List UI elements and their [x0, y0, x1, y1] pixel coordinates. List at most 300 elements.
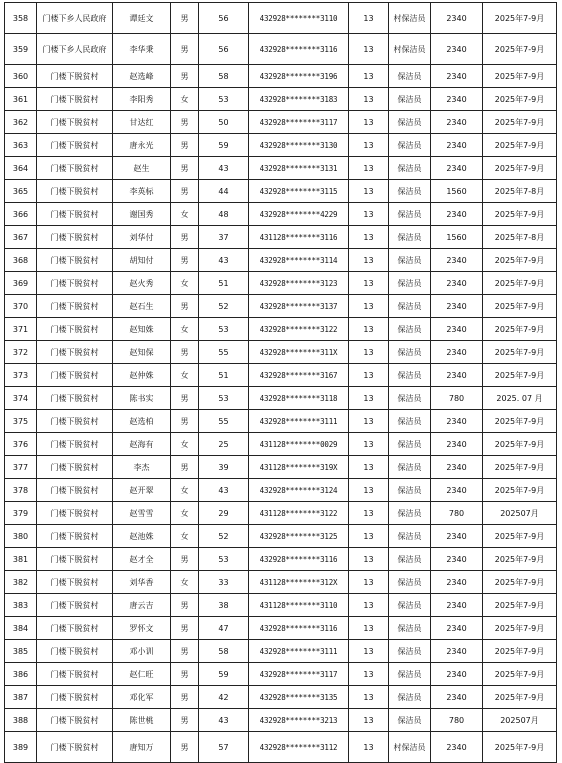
table-row [5, 34, 557, 65]
id-number-cell: 431128********3110 [249, 594, 349, 617]
gender-cell: 男 [171, 34, 199, 65]
post-cell: 保洁员 [389, 594, 431, 617]
amount-cell: 780 [431, 709, 483, 732]
unit-cell: 门楼下脱贫村 [37, 456, 113, 479]
unit-cell: 门楼下脱贫村 [37, 686, 113, 709]
name-cell: 赵仲姝 [113, 364, 171, 387]
unit-cell: 门楼下脱贫村 [37, 318, 113, 341]
row-number-cell: 362 [5, 111, 37, 134]
months-cell: 13 [349, 157, 389, 180]
id-number-cell: 432928********3196 [249, 65, 349, 88]
row-number-cell: 359 [5, 34, 37, 65]
age-cell: 51 [199, 364, 249, 387]
months-cell: 13 [349, 203, 389, 226]
unit-cell: 门楼下脱贫村 [37, 410, 113, 433]
unit-cell: 门楼下脱贫村 [37, 732, 113, 763]
id-number-cell: 432928********3123 [249, 272, 349, 295]
unit-cell: 门楼下脱贫村 [37, 249, 113, 272]
period-cell: 2025年7-9月 [483, 272, 557, 295]
period-cell: 2025年7-8月 [483, 180, 557, 203]
amount-cell: 2340 [431, 272, 483, 295]
period-cell: 2025年7-9月 [483, 640, 557, 663]
name-cell: 赵知保 [113, 341, 171, 364]
name-cell: 刘华香 [113, 571, 171, 594]
post-cell: 村保洁员 [389, 3, 431, 34]
table-row [5, 571, 557, 594]
post-cell: 保洁员 [389, 364, 431, 387]
amount-cell: 2340 [431, 3, 483, 34]
age-cell: 37 [199, 226, 249, 249]
age-cell: 53 [199, 88, 249, 111]
row-number-cell: 381 [5, 548, 37, 571]
id-number-cell: 432928********3124 [249, 479, 349, 502]
table-row [5, 594, 557, 617]
name-cell: 刘华付 [113, 226, 171, 249]
gender-cell: 女 [171, 318, 199, 341]
amount-cell: 2340 [431, 111, 483, 134]
row-number-cell: 389 [5, 732, 37, 763]
post-cell: 保洁员 [389, 479, 431, 502]
period-cell: 2025年7-9月 [483, 686, 557, 709]
name-cell: 赵开翠 [113, 479, 171, 502]
period-cell: 2025年7-9月 [483, 3, 557, 34]
amount-cell: 2340 [431, 640, 483, 663]
gender-cell: 男 [171, 456, 199, 479]
name-cell: 谢国秀 [113, 203, 171, 226]
name-cell: 赵才全 [113, 548, 171, 571]
post-cell: 保洁员 [389, 111, 431, 134]
gender-cell: 男 [171, 640, 199, 663]
gender-cell: 男 [171, 249, 199, 272]
period-cell: 2025年7-9月 [483, 134, 557, 157]
age-cell: 44 [199, 180, 249, 203]
age-cell: 43 [199, 479, 249, 502]
unit-cell: 门楼下脱贫村 [37, 88, 113, 111]
months-cell: 13 [349, 548, 389, 571]
row-number-cell: 386 [5, 663, 37, 686]
gender-cell: 女 [171, 525, 199, 548]
id-number-cell: 432928********3114 [249, 249, 349, 272]
amount-cell: 2340 [431, 548, 483, 571]
amount-cell: 2340 [431, 157, 483, 180]
period-cell: 2025年7-9月 [483, 594, 557, 617]
months-cell: 13 [349, 295, 389, 318]
age-cell: 58 [199, 640, 249, 663]
unit-cell: 门楼下脱贫村 [37, 387, 113, 410]
period-cell: 202507月 [483, 502, 557, 525]
amount-cell: 780 [431, 387, 483, 410]
unit-cell: 门楼下脱贫村 [37, 479, 113, 502]
document-page [4, 2, 556, 763]
gender-cell: 男 [171, 295, 199, 318]
table-row [5, 686, 557, 709]
row-number-cell: 372 [5, 341, 37, 364]
row-number-cell: 358 [5, 3, 37, 34]
name-cell: 赵知姝 [113, 318, 171, 341]
period-cell: 2025年7-9月 [483, 88, 557, 111]
post-cell: 保洁员 [389, 157, 431, 180]
row-number-cell: 369 [5, 272, 37, 295]
months-cell: 13 [349, 571, 389, 594]
name-cell: 陈世桃 [113, 709, 171, 732]
id-number-cell: 432928********4229 [249, 203, 349, 226]
period-cell: 2025年7-9月 [483, 548, 557, 571]
post-cell: 保洁员 [389, 709, 431, 732]
period-cell: 2025年7-9月 [483, 203, 557, 226]
name-cell: 赵选峰 [113, 65, 171, 88]
id-number-cell: 431128********3122 [249, 502, 349, 525]
table-row [5, 249, 557, 272]
unit-cell: 门楼下脱贫村 [37, 525, 113, 548]
id-number-cell: 432928********3110 [249, 3, 349, 34]
id-number-cell: 432928********3167 [249, 364, 349, 387]
amount-cell: 2340 [431, 571, 483, 594]
months-cell: 13 [349, 3, 389, 34]
post-cell: 保洁员 [389, 180, 431, 203]
gender-cell: 女 [171, 433, 199, 456]
months-cell: 13 [349, 640, 389, 663]
age-cell: 53 [199, 387, 249, 410]
name-cell: 赵海有 [113, 433, 171, 456]
gender-cell: 男 [171, 387, 199, 410]
amount-cell: 2340 [431, 456, 483, 479]
age-cell: 59 [199, 134, 249, 157]
name-cell: 赵生 [113, 157, 171, 180]
amount-cell: 2340 [431, 34, 483, 65]
age-cell: 51 [199, 272, 249, 295]
table-row [5, 65, 557, 88]
table-row [5, 318, 557, 341]
post-cell: 保洁员 [389, 617, 431, 640]
row-number-cell: 365 [5, 180, 37, 203]
amount-cell: 2340 [431, 525, 483, 548]
amount-cell: 2340 [431, 249, 483, 272]
unit-cell: 门楼下脱贫村 [37, 203, 113, 226]
unit-cell: 门楼下乡人民政府 [37, 3, 113, 34]
unit-cell: 门楼下脱贫村 [37, 548, 113, 571]
id-number-cell: 432928********3118 [249, 387, 349, 410]
amount-cell: 2340 [431, 594, 483, 617]
amount-cell: 2340 [431, 341, 483, 364]
id-number-cell: 432928********3137 [249, 295, 349, 318]
gender-cell: 男 [171, 410, 199, 433]
months-cell: 13 [349, 65, 389, 88]
id-number-cell: 432928********3122 [249, 318, 349, 341]
unit-cell: 门楼下脱贫村 [37, 571, 113, 594]
amount-cell: 1560 [431, 226, 483, 249]
age-cell: 42 [199, 686, 249, 709]
gender-cell: 男 [171, 341, 199, 364]
gender-cell: 男 [171, 226, 199, 249]
gender-cell: 男 [171, 686, 199, 709]
post-cell: 保洁员 [389, 502, 431, 525]
age-cell: 25 [199, 433, 249, 456]
post-cell: 保洁员 [389, 548, 431, 571]
gender-cell: 男 [171, 180, 199, 203]
months-cell: 13 [349, 88, 389, 111]
unit-cell: 门楼下脱贫村 [37, 111, 113, 134]
name-cell: 赵雪雪 [113, 502, 171, 525]
row-number-cell: 360 [5, 65, 37, 88]
gender-cell: 男 [171, 548, 199, 571]
months-cell: 13 [349, 364, 389, 387]
months-cell: 13 [349, 387, 389, 410]
gender-cell: 男 [171, 663, 199, 686]
months-cell: 13 [349, 663, 389, 686]
age-cell: 56 [199, 3, 249, 34]
id-number-cell: 432928********3135 [249, 686, 349, 709]
table-row [5, 456, 557, 479]
unit-cell: 门楼下脱贫村 [37, 364, 113, 387]
table-row [5, 709, 557, 732]
row-number-cell: 370 [5, 295, 37, 318]
post-cell: 保洁员 [389, 686, 431, 709]
months-cell: 13 [349, 410, 389, 433]
post-cell: 保洁员 [389, 318, 431, 341]
row-number-cell: 374 [5, 387, 37, 410]
age-cell: 43 [199, 249, 249, 272]
age-cell: 53 [199, 548, 249, 571]
amount-cell: 2340 [431, 134, 483, 157]
unit-cell: 门楼下脱贫村 [37, 617, 113, 640]
name-cell: 李英标 [113, 180, 171, 203]
row-number-cell: 378 [5, 479, 37, 502]
id-number-cell: 431128********0029 [249, 433, 349, 456]
id-number-cell: 432928********3213 [249, 709, 349, 732]
name-cell: 陈书实 [113, 387, 171, 410]
period-cell: 2025年7-8月 [483, 226, 557, 249]
age-cell: 53 [199, 318, 249, 341]
months-cell: 13 [349, 180, 389, 203]
row-number-cell: 384 [5, 617, 37, 640]
amount-cell: 2340 [431, 88, 483, 111]
post-cell: 保洁员 [389, 433, 431, 456]
unit-cell: 门楼下脱贫村 [37, 594, 113, 617]
id-number-cell: 432928********3112 [249, 732, 349, 763]
post-cell: 保洁员 [389, 249, 431, 272]
post-cell: 保洁员 [389, 387, 431, 410]
gender-cell: 男 [171, 594, 199, 617]
row-number-cell: 363 [5, 134, 37, 157]
post-cell: 保洁员 [389, 341, 431, 364]
table-row [5, 341, 557, 364]
months-cell: 13 [349, 525, 389, 548]
post-cell: 保洁员 [389, 410, 431, 433]
months-cell: 13 [349, 272, 389, 295]
table-row [5, 111, 557, 134]
age-cell: 57 [199, 732, 249, 763]
table-body [5, 3, 557, 763]
period-cell: 2025年7-9月 [483, 157, 557, 180]
name-cell: 李华秉 [113, 34, 171, 65]
post-cell: 保洁员 [389, 226, 431, 249]
unit-cell: 门楼下脱贫村 [37, 341, 113, 364]
period-cell: 2025年7-9月 [483, 364, 557, 387]
table-row [5, 295, 557, 318]
table-row [5, 272, 557, 295]
months-cell: 13 [349, 34, 389, 65]
age-cell: 38 [199, 594, 249, 617]
amount-cell: 2340 [431, 318, 483, 341]
id-number-cell: 432928********3116 [249, 34, 349, 65]
months-cell: 13 [349, 318, 389, 341]
age-cell: 55 [199, 341, 249, 364]
gender-cell: 男 [171, 111, 199, 134]
id-number-cell: 432928********3111 [249, 410, 349, 433]
period-cell: 2025年7-9月 [483, 249, 557, 272]
personnel-table [4, 2, 557, 763]
amount-cell: 2340 [431, 364, 483, 387]
amount-cell: 780 [431, 502, 483, 525]
period-cell: 2025年7-9月 [483, 410, 557, 433]
id-number-cell: 432928********3130 [249, 134, 349, 157]
age-cell: 52 [199, 295, 249, 318]
post-cell: 保洁员 [389, 295, 431, 318]
table-row [5, 548, 557, 571]
amount-cell: 2340 [431, 732, 483, 763]
row-number-cell: 376 [5, 433, 37, 456]
gender-cell: 女 [171, 571, 199, 594]
months-cell: 13 [349, 341, 389, 364]
period-cell: 2025. 07 月 [483, 387, 557, 410]
post-cell: 保洁员 [389, 525, 431, 548]
row-number-cell: 388 [5, 709, 37, 732]
gender-cell: 男 [171, 617, 199, 640]
amount-cell: 2340 [431, 433, 483, 456]
row-number-cell: 382 [5, 571, 37, 594]
months-cell: 13 [349, 502, 389, 525]
row-number-cell: 377 [5, 456, 37, 479]
post-cell: 保洁员 [389, 203, 431, 226]
amount-cell: 2340 [431, 65, 483, 88]
id-number-cell: 431128********319X [249, 456, 349, 479]
period-cell: 202507月 [483, 709, 557, 732]
gender-cell: 男 [171, 134, 199, 157]
period-cell: 2025年7-9月 [483, 732, 557, 763]
id-number-cell: 432928********3111 [249, 640, 349, 663]
row-number-cell: 364 [5, 157, 37, 180]
months-cell: 13 [349, 134, 389, 157]
table-row [5, 180, 557, 203]
gender-cell: 女 [171, 88, 199, 111]
months-cell: 13 [349, 456, 389, 479]
amount-cell: 2340 [431, 663, 483, 686]
table-row [5, 663, 557, 686]
name-cell: 胡知付 [113, 249, 171, 272]
unit-cell: 门楼下脱贫村 [37, 433, 113, 456]
row-number-cell: 375 [5, 410, 37, 433]
name-cell: 唐知万 [113, 732, 171, 763]
post-cell: 保洁员 [389, 640, 431, 663]
table-row [5, 732, 557, 763]
name-cell: 赵石生 [113, 295, 171, 318]
table-row [5, 525, 557, 548]
row-number-cell: 368 [5, 249, 37, 272]
table-row [5, 502, 557, 525]
post-cell: 保洁员 [389, 134, 431, 157]
id-number-cell: 432928********311X [249, 341, 349, 364]
amount-cell: 2340 [431, 410, 483, 433]
months-cell: 13 [349, 732, 389, 763]
months-cell: 13 [349, 709, 389, 732]
age-cell: 47 [199, 617, 249, 640]
months-cell: 13 [349, 479, 389, 502]
name-cell: 赵选柏 [113, 410, 171, 433]
name-cell: 李阳秀 [113, 88, 171, 111]
table-row [5, 617, 557, 640]
row-number-cell: 367 [5, 226, 37, 249]
name-cell: 唐云吉 [113, 594, 171, 617]
months-cell: 13 [349, 111, 389, 134]
post-cell: 保洁员 [389, 272, 431, 295]
table-row [5, 3, 557, 34]
age-cell: 39 [199, 456, 249, 479]
age-cell: 50 [199, 111, 249, 134]
post-cell: 村保洁员 [389, 34, 431, 65]
table-row [5, 410, 557, 433]
unit-cell: 门楼下脱贫村 [37, 640, 113, 663]
post-cell: 保洁员 [389, 456, 431, 479]
name-cell: 李杰 [113, 456, 171, 479]
age-cell: 48 [199, 203, 249, 226]
age-cell: 59 [199, 663, 249, 686]
age-cell: 55 [199, 410, 249, 433]
age-cell: 29 [199, 502, 249, 525]
months-cell: 13 [349, 617, 389, 640]
name-cell: 唐永光 [113, 134, 171, 157]
unit-cell: 门楼下脱贫村 [37, 157, 113, 180]
gender-cell: 男 [171, 709, 199, 732]
months-cell: 13 [349, 226, 389, 249]
period-cell: 2025年7-9月 [483, 34, 557, 65]
name-cell: 赵池姝 [113, 525, 171, 548]
table-row [5, 640, 557, 663]
period-cell: 2025年7-9月 [483, 617, 557, 640]
table-row [5, 226, 557, 249]
period-cell: 2025年7-9月 [483, 571, 557, 594]
id-number-cell: 432928********3116 [249, 548, 349, 571]
gender-cell: 女 [171, 203, 199, 226]
row-number-cell: 385 [5, 640, 37, 663]
name-cell: 邓小训 [113, 640, 171, 663]
unit-cell: 门楼下脱贫村 [37, 709, 113, 732]
amount-cell: 2340 [431, 479, 483, 502]
table-row [5, 88, 557, 111]
row-number-cell: 379 [5, 502, 37, 525]
id-number-cell: 432928********3183 [249, 88, 349, 111]
amount-cell: 1560 [431, 180, 483, 203]
name-cell: 谭廷文 [113, 3, 171, 34]
row-number-cell: 387 [5, 686, 37, 709]
row-number-cell: 373 [5, 364, 37, 387]
unit-cell: 门楼下脱贫村 [37, 180, 113, 203]
post-cell: 保洁员 [389, 65, 431, 88]
id-number-cell: 432928********3116 [249, 617, 349, 640]
row-number-cell: 371 [5, 318, 37, 341]
gender-cell: 女 [171, 502, 199, 525]
id-number-cell: 432928********3131 [249, 157, 349, 180]
name-cell: 罗怀文 [113, 617, 171, 640]
table-row [5, 203, 557, 226]
id-number-cell: 431128********312X [249, 571, 349, 594]
unit-cell: 门楼下脱贫村 [37, 663, 113, 686]
unit-cell: 门楼下脱贫村 [37, 295, 113, 318]
months-cell: 13 [349, 594, 389, 617]
unit-cell: 门楼下脱贫村 [37, 272, 113, 295]
table-row [5, 433, 557, 456]
gender-cell: 男 [171, 3, 199, 34]
post-cell: 村保洁员 [389, 732, 431, 763]
